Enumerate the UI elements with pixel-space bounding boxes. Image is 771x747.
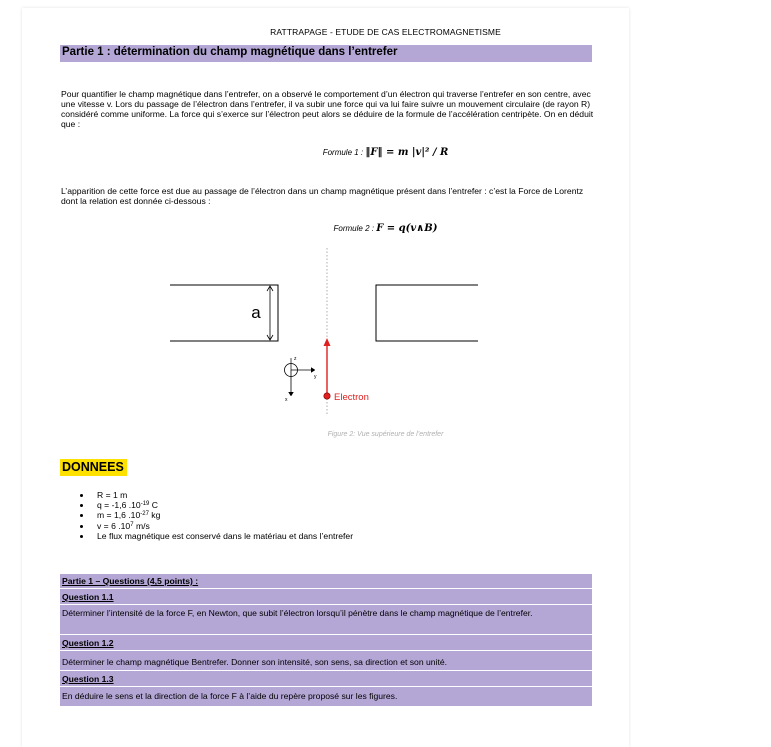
- coordinate-frame: [285, 356, 318, 403]
- questions-title: Partie 1 – Questions (4,5 points) :: [62, 576, 199, 586]
- list-item: Le flux magnétique est conservé dans le matériau et dans l’entrefer: [80, 531, 353, 541]
- donnees-heading: DONNEES: [60, 459, 127, 476]
- axis-x-label: x: [285, 397, 288, 403]
- formula-1-expression: ‖F‖ = m |v|² / R: [365, 147, 449, 158]
- part1-title-banner: Partie 1 : détermination du champ magnétique dans l’entrefer: [60, 45, 592, 62]
- axis-y-label: y: [314, 374, 317, 380]
- formula-2-expression: F = q(v∧B): [376, 223, 438, 234]
- gap-dimension-arrow: [267, 286, 273, 340]
- gap-label: a: [251, 303, 261, 322]
- donnees-list: [80, 490, 353, 541]
- intro-paragraph: Pour quantifier le champ magnétique dans l’entrefer, on a observé le comportement d’un électron qui traverse l’entrefer en son centre, avec une vitesse v. Lors du passage de l’électron dans l’entrefer, il va subir une force qui va lui faire suivre un mouvement circulaire (de rayon R) considéré comme uniforme. La force qui s’exerce sur l’électron peut alors se déduire de la formule de l’accélération centripète. On en déduit que :: [61, 89, 594, 129]
- question-1-1-label: Question 1.1: [62, 592, 114, 602]
- questions-block: [60, 574, 592, 706]
- list-item: q = -1,6 $.10^{-19}$ C: [80, 500, 353, 510]
- axis-z-label: z: [294, 356, 297, 362]
- airgap-figure: [160, 245, 490, 420]
- formula-2-label: Formule 2 :: [333, 224, 374, 233]
- formula-1-label: Formule 1 :: [322, 148, 364, 157]
- left-pole-piece: [170, 285, 278, 341]
- electron-arrow-head: [324, 338, 331, 346]
- lorentz-paragraph: L’apparition de cette force est due au passage de l’électron dans un champ magnétique présent dans l’entrefer : c’est la Force de Lorentz dont la relation est donnée ci-dessous :: [61, 186, 584, 206]
- question-1-2-label: Question 1.2: [62, 638, 114, 648]
- list-item: R = 1 m: [80, 490, 353, 500]
- list-item: m = 1,6 $.10^{-27}$ kg: [80, 510, 353, 520]
- formula-1: [0, 147, 771, 158]
- list-item: v = 6 $.10^7$ m/s: [80, 521, 353, 531]
- question-1-2-text: Déterminer le champ magnétique Bentrefer. Donner son intensité, son sens, sa direction et son unité.: [62, 657, 448, 667]
- electron-label: Electron: [334, 392, 369, 403]
- question-1-1-text: Déterminer l’intensité de la force F, en Newton, que subit l’électron lorsqu’il pénètre dans le champ magnétique de l’entrefer.: [62, 608, 533, 618]
- electron-dot: [324, 393, 330, 399]
- question-1-3-text: En déduire le sens et la direction de la force F à l’aide du repère proposé sur les figures.: [62, 691, 398, 701]
- right-pole-piece: [376, 285, 478, 341]
- formula-2: [0, 223, 771, 234]
- question-1-3-label: Question 1.3: [62, 674, 114, 684]
- figure-caption: Figure 2: Vue supérieure de l’entrefer: [327, 431, 444, 438]
- document-header: RATTRAPAGE - ETUDE DE CAS ELECTROMAGNETISME: [270, 27, 501, 37]
